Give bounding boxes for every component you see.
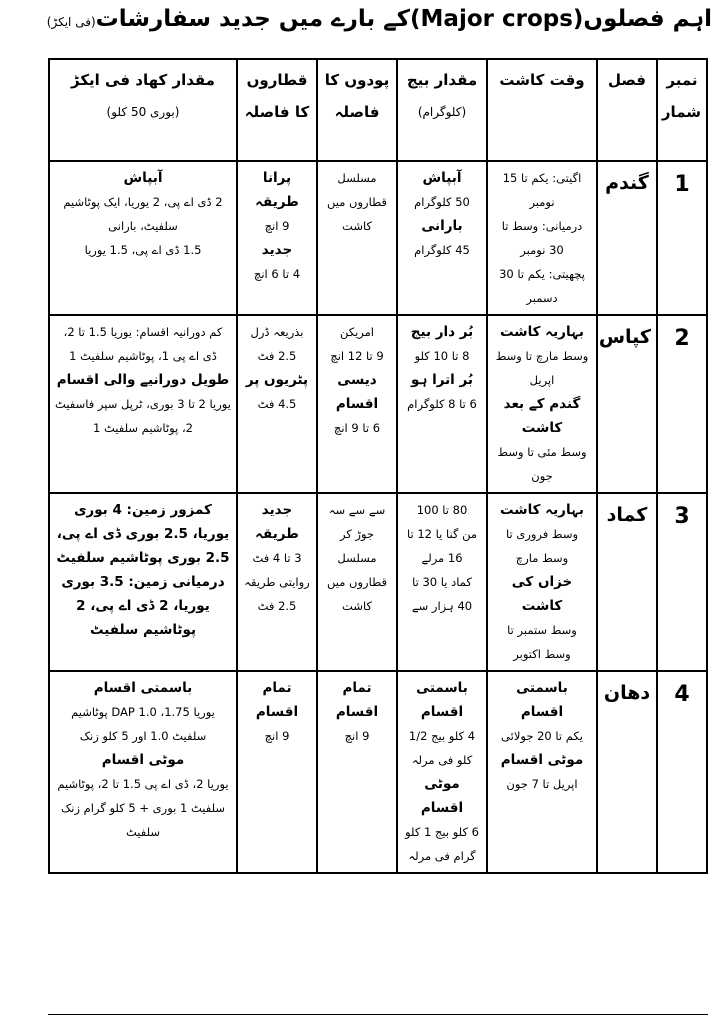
seed-rate-line: بُر اترا ہو <box>411 372 473 388</box>
sowing-time-line: پچھیتی: یکم تا 30 دسمبر <box>499 267 585 305</box>
fertilizer-cell <box>49 671 237 873</box>
sowing-time-cell <box>487 493 597 671</box>
title-text: اہم فصلوں(Major crops)کے بارے میں جدید سفارشات <box>95 6 712 32</box>
fertilizer-line: آبپاش <box>123 170 163 186</box>
serial-cell: 1 <box>657 161 707 315</box>
sowing-time-line: وسط فروری تا وسط مارچ <box>505 527 579 565</box>
header-row-spacing: قطاروں کا فاصلہ <box>237 59 317 161</box>
fertilizer-line: طویل دورانیے والی اقسام <box>56 372 230 388</box>
sowing-time-line: وسط مئی تا وسط جون <box>497 445 587 483</box>
fertilizer-line: 1.5 ڈی اے پی، 1.5 یوریا <box>84 243 202 257</box>
sowing-time-line: یکم تا 20 جولائی <box>501 729 583 743</box>
header-fertilizer <box>49 59 237 161</box>
row-spacing-line: 4 تا 6 انچ <box>253 267 301 281</box>
crop-name-cell: دھان <box>597 671 657 873</box>
header-crop: فصل <box>597 59 657 161</box>
seed-rate-line: 6 تا 8 کلوگرام <box>407 397 477 411</box>
seed-rate-line: بارانی <box>421 218 463 234</box>
plant-spacing-cell <box>317 161 397 315</box>
plant-spacing-cell <box>317 671 397 873</box>
header-seed-rate <box>397 59 487 161</box>
table-row <box>49 315 707 493</box>
seed-rate-line: موٹی اقسام <box>420 776 464 816</box>
fertilizer-line: کمزور زمین: 4 بوری یوریا، 2.5 بوری ڈی اے پی، 2.5 بوری پوٹاشیم سلفیٹ <box>56 502 230 566</box>
row-spacing-line: 9 انچ <box>264 729 290 743</box>
seed-rate-line: باسمتی اقسام <box>416 680 468 720</box>
serial-cell: 2 <box>657 315 707 493</box>
row-spacing-line: 4.5 فٹ <box>257 397 297 411</box>
row-spacing-line: جدید طریقہ <box>255 502 299 542</box>
row-spacing-cell <box>237 161 317 315</box>
row-spacing-line: روایتی طریقہ <box>244 575 310 589</box>
fertilizer-line: کم دورانیہ اقسام: یوریا 1.5 تا 2، ڈی اے پی 1، پوٹاشیم سلفیٹ 1 <box>63 325 223 363</box>
per-acre-note: (فی ایکڑ) <box>46 15 96 29</box>
sowing-time-line: درمیانی: وسط تا 30 نومبر <box>501 219 583 257</box>
seed-rate-cell <box>397 671 487 873</box>
row-spacing-line: جدید <box>261 242 293 258</box>
seed-rate-line: 8 تا 10 کلو <box>414 349 470 363</box>
plant-spacing-line: سے سے سہ جوڑ کر مسلسل قطاروں میں کاشت <box>326 503 388 613</box>
plant-spacing-line: دیسی اقسام <box>335 372 379 412</box>
table-row <box>49 493 707 671</box>
seed-rate-line: 80 تا 100 <box>416 503 468 517</box>
seed-rate-cell <box>397 161 487 315</box>
sowing-time-cell <box>487 671 597 873</box>
plant-spacing-line: 6 تا 9 انچ <box>333 421 381 435</box>
fertilizer-cell <box>49 493 237 671</box>
sowing-time-line: گندم کے بعد کاشت <box>503 396 581 436</box>
page-title <box>0 6 712 32</box>
fertilizer-line: باسمتی اقسام <box>93 680 193 696</box>
plant-spacing-line: تمام اقسام <box>335 680 379 720</box>
seed-rate-line: آبپاش <box>422 170 462 186</box>
row-spacing-line: 2.5 فٹ <box>257 599 297 613</box>
header-serial: نمبر شمار <box>657 59 707 161</box>
row-spacing-line: 3 تا 4 فٹ <box>252 551 302 565</box>
sowing-time-line: بہاریہ کاشت <box>500 502 584 518</box>
crops-table <box>48 58 708 874</box>
sowing-time-line: خزاں کی کاشت <box>511 574 573 614</box>
sowing-time-cell <box>487 161 597 315</box>
fertilizer-line: موٹی اقسام <box>101 752 185 768</box>
header-seed-rate-unit: (کلوگرام) <box>417 105 467 119</box>
seed-rate-line: من گنا یا 12 تا 16 مرلے <box>406 527 478 565</box>
plant-spacing-line: 9 انچ <box>344 729 370 743</box>
sowing-time-line: وسط مارچ تا وسط اپریل <box>495 349 589 387</box>
sowing-time-cell <box>487 315 597 493</box>
sowing-time-line: موٹی اقسام <box>500 752 584 768</box>
row-spacing-cell <box>237 671 317 873</box>
row-spacing-line: پٹریوں پر <box>245 372 309 388</box>
row-spacing-cell <box>237 315 317 493</box>
seed-rate-line: بُر دار بیج <box>410 324 474 340</box>
fertilizer-cell <box>49 161 237 315</box>
header-fertilizer-unit: (بوری 50 کلو) <box>106 105 180 119</box>
table-body <box>49 161 707 873</box>
header-sowing-time-label: وقت کاشت <box>499 71 585 89</box>
plant-spacing-line: 9 تا 12 انچ <box>330 349 384 363</box>
fertilizer-line: یوریا 1.75، DAP 1.0 پوٹاشیم سلفیٹ 1.0 اور 5 کلو زنک <box>71 705 215 743</box>
header-plant-spacing: پودوں کا فاصلہ <box>317 59 397 161</box>
fertilizer-line: یوریا 2، ڈی اے پی 1.5 تا 2، پوٹاشیم سلفیٹ 1 بوری + 5 کلو گرام زنک سلفیٹ <box>57 777 229 839</box>
seed-rate-line: 6 کلو بیج 1 کلو گرام فی مرلہ <box>405 825 479 863</box>
fertilizer-line: یوریا 2 تا 3 بوری، ٹرپل سپر فاسفیٹ 2، پوٹاشیم سلفیٹ 1 <box>55 397 231 435</box>
seed-rate-line: 4 کلو بیج 1/2 کلو فی مرلہ <box>408 729 476 767</box>
plant-spacing-line: امریکن <box>339 325 374 339</box>
sowing-time-line: وسط ستمبر تا وسط اکتوبر <box>507 623 577 661</box>
header-fertilizer-label: مقدار کھاد فی ایکڑ <box>71 71 215 89</box>
sowing-time-line: بہاریہ کاشت <box>500 324 584 340</box>
header-seed-rate-label: مقدار بیج <box>406 71 478 89</box>
seed-rate-cell <box>397 493 487 671</box>
plant-spacing-line: مسلسل قطاروں میں کاشت <box>326 171 388 233</box>
crop-name-cell: کماد <box>597 493 657 671</box>
table-row <box>49 671 707 873</box>
bottom-divider <box>48 1014 708 1015</box>
row-spacing-line: 2.5 فٹ <box>257 349 297 363</box>
row-spacing-line: بذریعہ ڈرل <box>250 325 304 339</box>
table-row <box>49 161 707 315</box>
fertilizer-cell <box>49 315 237 493</box>
fertilizer-line: درمیانی زمین: 3.5 بوری یوریا، 2 ڈی اے پی، 2 پوٹاشیم سلفیٹ <box>61 574 225 638</box>
serial-cell: 3 <box>657 493 707 671</box>
row-spacing-cell <box>237 493 317 671</box>
seed-rate-line: کماد یا 30 تا 40 ہزار سے <box>411 575 473 613</box>
sowing-time-line: باسمتی اقسام <box>516 680 568 720</box>
row-spacing-line: پرانا طریقہ <box>255 170 299 210</box>
crop-name-cell: گندم <box>597 161 657 315</box>
row-spacing-line: تمام اقسام <box>255 680 299 720</box>
seed-rate-line: 45 کلوگرام <box>414 243 470 257</box>
fertilizer-line: 2 ڈی اے پی، 2 یوریا، ایک پوٹاشیم سلفیٹ، بارانی <box>63 195 223 233</box>
plant-spacing-cell <box>317 493 397 671</box>
sowing-time-line: اپریل تا 7 جون <box>506 777 578 791</box>
row-spacing-line: 9 انچ <box>264 219 290 233</box>
header-sowing-time <box>487 59 597 161</box>
seed-rate-line: 50 کلوگرام <box>414 195 470 209</box>
seed-rate-cell <box>397 315 487 493</box>
serial-cell: 4 <box>657 671 707 873</box>
crop-name-cell: کپاس <box>597 315 657 493</box>
sowing-time-line: اگیتی: یکم تا 15 نومبر <box>502 171 582 209</box>
header-row <box>49 59 707 161</box>
plant-spacing-cell <box>317 315 397 493</box>
